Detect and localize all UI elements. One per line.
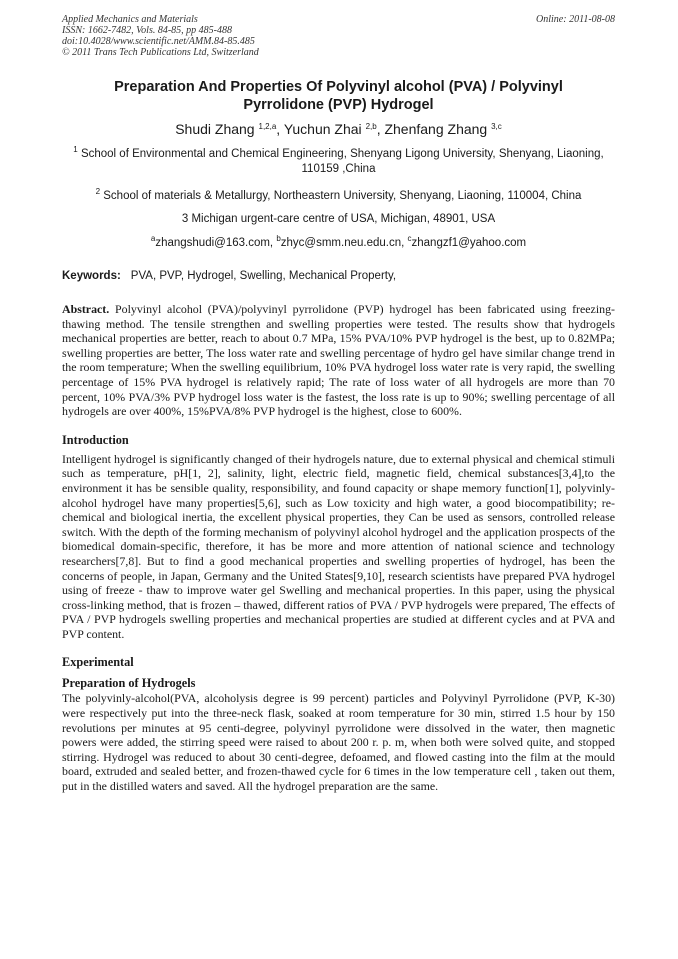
affiliation-2 bbox=[62, 189, 615, 204]
experimental-heading: Experimental bbox=[62, 655, 134, 670]
email-list bbox=[62, 236, 615, 251]
issn-line: ISSN: 1662-7482, Vols. 84-85, pp 485-488 bbox=[62, 25, 232, 36]
keywords-text: PVA, PVP, Hydrogel, Swelling, Mechanical Property, bbox=[130, 270, 397, 282]
email-address[interactable]: zhyc@smm.neu.edu.cn, bbox=[280, 237, 408, 249]
paper-title: Preparation And Properties Of Polyvinyl alcohol (PVA) / Polyvinyl Pyrrolidone (PVP) Hydrogel bbox=[114, 79, 563, 113]
abstract-label: Abstract. bbox=[62, 302, 110, 316]
author bbox=[175, 121, 284, 137]
keywords-line bbox=[62, 269, 615, 284]
email-address[interactable]: zhangzf1@yahoo.com bbox=[411, 237, 527, 249]
author bbox=[384, 121, 501, 137]
journal-name: Applied Mechanics and Materials bbox=[62, 14, 198, 25]
email-marker: b bbox=[276, 234, 281, 243]
author-separator: , bbox=[276, 121, 284, 137]
author-list bbox=[62, 120, 615, 138]
affiliation-text: 3 Michigan urgent-care centre of USA, Michigan, 48901, USA bbox=[181, 213, 496, 225]
affiliation-marker: 2 bbox=[95, 187, 101, 196]
author bbox=[284, 121, 385, 137]
author-name: Zhenfang Zhang bbox=[384, 121, 488, 137]
author-affiliation-marker: 3,c bbox=[491, 122, 502, 131]
paper-page bbox=[62, 14, 615, 794]
email-marker: c bbox=[407, 234, 412, 243]
author-name: Yuchun Zhai bbox=[283, 121, 362, 137]
author-affiliation-marker: 1,2,a bbox=[258, 122, 277, 131]
author-affiliation-marker: 2,b bbox=[365, 122, 377, 131]
affiliation-text: School of materials & Metallurgy, Northeastern University, Shenyang, Liaoning, 110004, China bbox=[103, 190, 582, 202]
author-separator: , bbox=[376, 121, 385, 137]
email-marker: a bbox=[150, 234, 156, 243]
experimental-paragraph: The polyvinly-alcohol(PVA, alcoholysis degree is 99 percent) particles and Polyvinyl Pyrrolidone (PVP, K-30) were respectively put into the three-neck flask, soaked at room temperature for 30 min, stirred 1.5 hour by 150 revolutions per minutes at 95 centi-degree, polyvinyl pyrrolidone were dissolved in the water, then magnetic powers were added, the stirring speed were raised to about 200 r. p. m, when both were solved quite, and stopped stirring. Hydrogel was reduced to about 30 centi-degree, defoamed, and flowed casting into the film at the mould board, extruded and sealed better, and frozen-thawed cycle for 6 times in the low temperature cell , taken out them, put in the distilled waters and saved. All the hydrogel preparation are the same. bbox=[62, 691, 615, 794]
copyright-line: © 2011 Trans Tech Publications Ltd, Switzerland bbox=[62, 47, 259, 58]
affiliation-3 bbox=[62, 212, 615, 227]
abstract-text: Polyvinyl alcohol (PVA)/polyvinyl pyrrolidone (PVP) hydrogel has been fabricated using freezing-thawing method. The tensile strengthen and swelling properties were tested. The results show that hydrogels mechanical properties are better, reach to about 0.7 MPa, 15% PVA/10% PVP hydrogel is the best, up to 0.82MPa; swelling properties are better, The loss water rate and swelling percentage of hydro gel have similar change trend in the room temperature; When the swelling equilibrium, 10% PVA hydrogel loss water rate is very rapid, the swelling percentage of 15% PVA hydrogel is relatively rapid; The rate of loss water of all hydrogels are more than 70 percent, 10% PVA/3% PVP hydrogel loss water is the fastest, the loss rate is up to 90%; swelling percentage of all hydrogels are over 400%, 15%PVA/8% PVP hydrogel is the highest, close to 600%. bbox=[62, 302, 615, 419]
affiliation-text: School of Environmental and Chemical Engineering, Shenyang Ligong University, Shenyang, Liaoning, 110159 ,China bbox=[80, 148, 604, 175]
journal-header bbox=[62, 14, 615, 58]
preparation-subheading: Preparation of Hydrogels bbox=[62, 676, 196, 691]
keywords-label: Keywords: bbox=[62, 270, 121, 282]
publication-info bbox=[62, 14, 259, 58]
doi-line: doi:10.4028/www.scientific.net/AMM.84-85.485 bbox=[62, 36, 255, 47]
online-date: Online: 2011-08-08 bbox=[536, 14, 615, 25]
email-address[interactable]: zhangshudi@163.com, bbox=[155, 237, 277, 249]
abstract-paragraph bbox=[62, 302, 615, 419]
introduction-paragraph: Intelligent hydrogel is significantly changed of their hydrogels nature, due to external physical and chemical stimuli such as temperature, pH[1, 2], salinity, light, electric field, magnetic field, chemical substances[3,4],to the environment it has be sensible quality, responsibility, and found capacity or shape memory function[1], polyvinly-alcohol hydrogel have many properties[5,6], such as Low toxicity and high water, a good biocompatibility; re-chemical and biological inertia, the excellent physical properties, they Can be used as sensors, controlled release switch. With the depth of the forming mechanism of polyvinyl alcohol hydrogel and the application prospects of the biomedical domain-specific, therefore, it has be more and more attention of national science and technology researchers[7,8]. But to find a good mechanical properties and swelling properties of hydrogel, has been the concerns of people, in Japan, Germany and the United States[9,10], research scientists have prepared PVA hydrogel using of freeze - thaw to improve water gel Swelling and mechanical properties. In this paper, using the physical cross-linking method, that is frozen – thawed, different ratios of PVA / PVP hydrogels were prepared, The effects of PVA / PVP hydrogels swelling properties and mechanical properties are studied at different cycles and at PVA and PVP content. bbox=[62, 451, 615, 641]
affiliation-1 bbox=[62, 147, 615, 177]
affiliation-marker: 1 bbox=[73, 145, 78, 154]
introduction-heading: Introduction bbox=[62, 432, 129, 447]
author-name: Shudi Zhang bbox=[175, 121, 255, 137]
